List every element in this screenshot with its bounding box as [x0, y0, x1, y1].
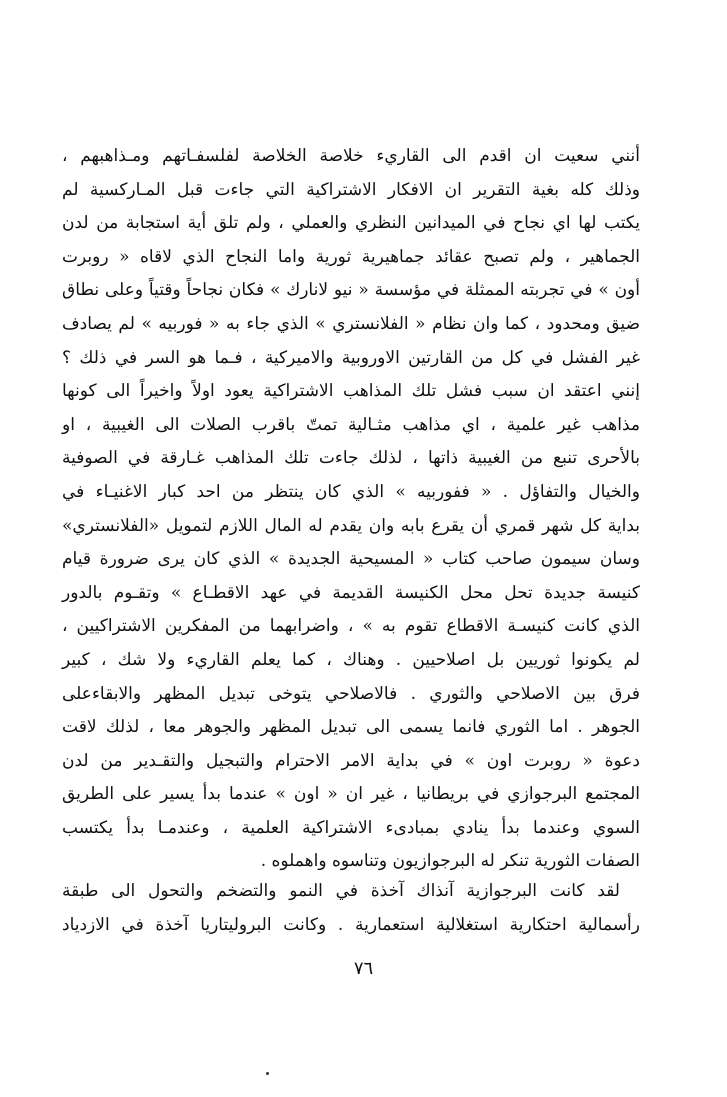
text-line: إنني اعتقد ان سبب فشل تلك المذاهب الاشتراكية يعود اولاً واخيراً الى كونها: [62, 381, 640, 402]
text-line: بداية كل شهر قمري أن يقرع بابه وان يقدم له المال اللازم لتمويل «الفلانستري»: [62, 515, 640, 536]
text-line: رأسمالية احتكارية استغلالية استعمارية . وكانت البروليتاريا آخذة في الازدياد: [62, 914, 640, 935]
text-line: أون » في تجربته الممثلة في مؤسسة « نيو لانارك » فكان نجاحاً وقتياً وعلى نطاق: [62, 280, 640, 301]
text-line: المجتمع البرجوازي في بريطانيا ، غير ان « اون » عندما بدأ يسير على الطريق: [62, 784, 640, 805]
text-line: بالأحرى تنبع من الغيبية ذاتها ، لذلك جاءت تلك المذاهب غـارقة في الصوفية: [62, 448, 640, 469]
text-line: دعوة « روبرت اون » في بداية الامر الاحترام والتبجيل والتقـدير من لدن: [62, 750, 640, 771]
text-line: الجماهير ، ولم تصبح عقائد جماهيرية ثورية واما النجاح الذي لاقاه « روبرت: [62, 246, 640, 267]
text-line: وسان سيمون صاحب كتاب « المسيحية الجديدة » الذي كان يرى ضرورة قيام: [62, 549, 640, 570]
text-line: لقد كانت البرجوازية آنذاك آخذة في النمو والتضخم والتحول الى طبقة: [62, 881, 620, 901]
paragraph-1: [62, 140, 640, 879]
page-number: ٧٦: [353, 958, 374, 979]
text-line: وذلك كله بغية التقرير ان الافكار الاشتراكية التي جاءت قبل المـاركسية لم: [62, 179, 640, 200]
text-line: لم يكونوا ثوريين بل اصلاحيين . وهناك ، كما يعلم القاريء ولا شك ، كبير: [62, 649, 640, 670]
text-line: كنيسة جديدة تحل محل الكنيسة القديمة في عهد الاقطـاع » وتقـوم بالدور: [62, 582, 640, 603]
text-line: يكتب لها اي نجاح في الميدانين النظري والعملي ، ولم تلق أية استجابة من لدن: [62, 213, 640, 234]
text-line: فرق بين الاصلاحي والثوري . فالاصلاحي يتوخى تبديل المظهر والابقاءعلى: [62, 683, 640, 704]
text-line: غير الفشل في كل من القارتين الاوروبية والاميركية ، فـما هو السر في ذلك ؟: [62, 347, 640, 368]
paragraph-2: [62, 875, 640, 942]
text-line: مذاهب غير علمية ، اي مذاهب مثـالية تمتّ باقرب الصلات الى الغيبية ، او: [62, 414, 640, 435]
text-line: والخيال والتفاؤل . « ففوربيه » الذي كان ينتظر من احد كبار الاغنيـاء في: [62, 481, 640, 502]
text-line: أنني سعيت ان اقدم الى القاريء خلاصة الخلاصة لفلسفـاتهم ومـذاهبهم ،: [62, 146, 640, 166]
text-line: الصفات الثورية تنكر له البرجوازيون وتناسوه واهملوه .: [260, 851, 640, 872]
text-line: الذي كانت كنيسـة الاقطاع تقوم به » ، واضرابهما من المفكرين الاشتراكيين ،: [62, 616, 640, 637]
text-line: ضيق ومحدود ، كما وان نظام « الفلانستري » الذي جاء به « فوربيه » لم يصادف: [62, 313, 640, 334]
text-line: السوي وعندما بدأ ينادي بمبادىء الاشتراكية العلمية ، وعندمـا بدأ يكتسب: [62, 817, 640, 838]
text-line: الجوهر . اما الثوري فانما يسمى الى تبديل المظهر والجوهر معا ، لذلك لاقت: [62, 717, 640, 738]
scan-speck: [266, 1072, 269, 1075]
